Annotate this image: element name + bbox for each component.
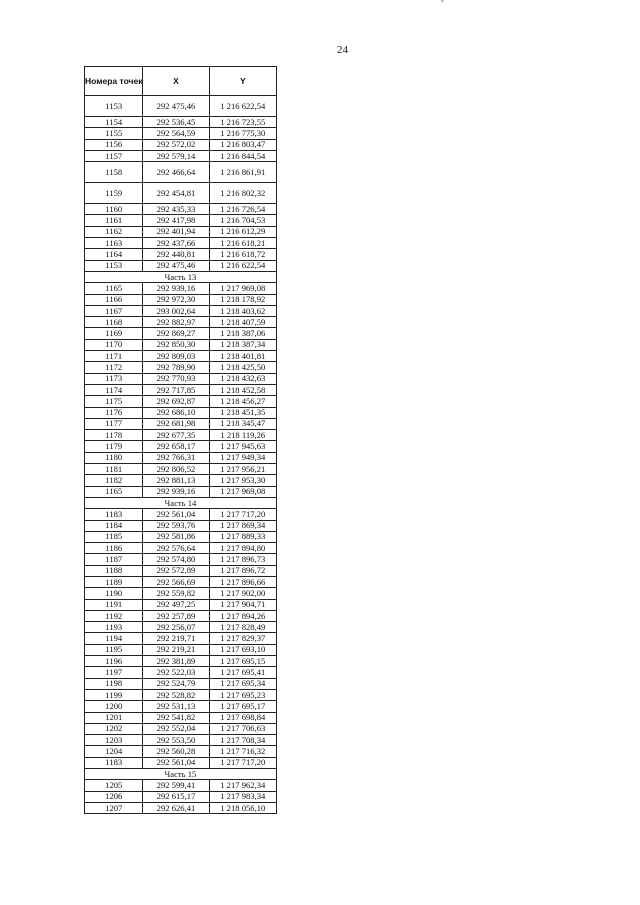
point-number-cell: 1188 (85, 565, 143, 576)
y-coordinate-cell: 1 218 456,27 (209, 396, 276, 407)
point-number-cell: 1196 (85, 656, 143, 667)
x-coordinate-cell: 292 939,16 (143, 283, 209, 294)
point-number-cell: 1204 (85, 746, 143, 757)
point-number-cell: 1201 (85, 712, 143, 723)
y-coordinate-cell: 1 216 612,29 (209, 226, 276, 237)
page-top-mark: ˇ (441, 0, 444, 8)
x-coordinate-cell: 292 522,03 (143, 667, 209, 678)
point-number-cell: 1195 (85, 644, 143, 655)
x-coordinate-cell: 292 381,89 (143, 656, 209, 667)
table-row (85, 757, 277, 768)
point-number-cell: 1182 (85, 475, 143, 486)
point-number-cell: 1198 (85, 678, 143, 689)
page-number: 24 (337, 44, 348, 56)
y-coordinate-cell: 1 218 403,62 (209, 305, 276, 316)
table-row (85, 543, 277, 554)
x-coordinate-cell: 292 541,82 (143, 712, 209, 723)
section-label: Часть 14 (85, 497, 277, 508)
x-coordinate-cell: 292 553,50 (143, 735, 209, 746)
y-coordinate-cell: 1 218 425,50 (209, 362, 276, 373)
x-coordinate-cell: 292 572,02 (143, 139, 209, 150)
y-coordinate-cell: 1 218 119,26 (209, 430, 276, 441)
y-coordinate-cell: 1 217 894,80 (209, 543, 276, 554)
x-coordinate-cell: 292 561,04 (143, 757, 209, 768)
y-coordinate-cell: 1 216 803,47 (209, 139, 276, 150)
point-number-cell: 1162 (85, 226, 143, 237)
table-row (85, 339, 277, 350)
point-number-cell: 1169 (85, 328, 143, 339)
x-coordinate-cell: 292 574,80 (143, 554, 209, 565)
y-coordinate-cell: 1 217 902,00 (209, 588, 276, 599)
y-coordinate-cell: 1 217 695,17 (209, 701, 276, 712)
point-number-cell: 1172 (85, 362, 143, 373)
point-number-cell: 1197 (85, 667, 143, 678)
table-row (85, 531, 277, 542)
x-coordinate-cell: 292 809,03 (143, 351, 209, 362)
x-coordinate-cell: 292 681,98 (143, 418, 209, 429)
y-coordinate-cell: 1 217 695,34 (209, 678, 276, 689)
y-coordinate-cell: 1 217 945,63 (209, 441, 276, 452)
table-row (85, 183, 277, 204)
section-row (85, 497, 277, 508)
point-number-cell: 1154 (85, 117, 143, 128)
point-number-cell: 1203 (85, 735, 143, 746)
point-number-cell: 1168 (85, 317, 143, 328)
point-number-cell: 1192 (85, 610, 143, 621)
table-row (85, 249, 277, 260)
x-coordinate-cell: 292 256,07 (143, 622, 209, 633)
x-coordinate-cell: 292 579,14 (143, 150, 209, 161)
point-number-cell: 1190 (85, 588, 143, 599)
table-row (85, 622, 277, 633)
x-coordinate-cell: 292 766,31 (143, 452, 209, 463)
point-number-cell: 1207 (85, 802, 143, 813)
table-row (85, 162, 277, 183)
table-row (85, 701, 277, 712)
table-row (85, 317, 277, 328)
point-number-cell: 1178 (85, 430, 143, 441)
y-coordinate-cell: 1 217 896,72 (209, 565, 276, 576)
x-coordinate-cell: 292 806,52 (143, 464, 209, 475)
x-coordinate-cell: 292 566,69 (143, 576, 209, 587)
table-row (85, 678, 277, 689)
x-coordinate-cell: 292 677,35 (143, 430, 209, 441)
header-point-numbers: Номера точек (85, 67, 143, 96)
point-number-cell: 1193 (85, 622, 143, 633)
point-number-cell: 1206 (85, 791, 143, 802)
table-row (85, 139, 277, 150)
table-row (85, 226, 277, 237)
table-row (85, 689, 277, 700)
y-coordinate-cell: 1 218 407,59 (209, 317, 276, 328)
point-number-cell: 1160 (85, 204, 143, 215)
table-row (85, 723, 277, 734)
x-coordinate-cell: 292 581,86 (143, 531, 209, 542)
point-number-cell: 1183 (85, 757, 143, 768)
y-coordinate-cell: 1 217 869,34 (209, 520, 276, 531)
point-number-cell: 1175 (85, 396, 143, 407)
y-coordinate-cell: 1 217 829,37 (209, 633, 276, 644)
table-row (85, 260, 277, 271)
point-number-cell: 1185 (85, 531, 143, 542)
table-row (85, 520, 277, 531)
x-coordinate-cell: 292 440,81 (143, 249, 209, 260)
y-coordinate-cell: 1 216 622,54 (209, 260, 276, 271)
y-coordinate-cell: 1 218 432,63 (209, 373, 276, 384)
table-row (85, 396, 277, 407)
point-number-cell: 1177 (85, 418, 143, 429)
y-coordinate-cell: 1 218 451,35 (209, 407, 276, 418)
x-coordinate-cell: 292 560,28 (143, 746, 209, 757)
x-coordinate-cell: 292 882,97 (143, 317, 209, 328)
table-row (85, 791, 277, 802)
x-coordinate-cell: 292 576,64 (143, 543, 209, 554)
x-coordinate-cell: 292 257,89 (143, 610, 209, 621)
y-coordinate-cell: 1 218 387,34 (209, 339, 276, 350)
x-coordinate-cell: 292 466,64 (143, 162, 209, 183)
y-coordinate-cell: 1 217 695,15 (209, 656, 276, 667)
header-y: Y (209, 67, 276, 96)
table-row (85, 464, 277, 475)
y-coordinate-cell: 1 216 622,54 (209, 96, 276, 117)
point-number-cell: 1173 (85, 373, 143, 384)
point-number-cell: 1187 (85, 554, 143, 565)
y-coordinate-cell: 1 217 969,08 (209, 283, 276, 294)
x-coordinate-cell: 292 615,17 (143, 791, 209, 802)
point-number-cell: 1180 (85, 452, 143, 463)
table-row (85, 128, 277, 139)
table-row (85, 328, 277, 339)
coordinates-table (84, 66, 277, 814)
y-coordinate-cell: 1 217 889,33 (209, 531, 276, 542)
x-coordinate-cell: 292 717,85 (143, 384, 209, 395)
table-row (85, 802, 277, 813)
table-row (85, 452, 277, 463)
y-coordinate-cell: 1 216 618,72 (209, 249, 276, 260)
x-coordinate-cell: 292 401,94 (143, 226, 209, 237)
x-coordinate-cell: 292 531,13 (143, 701, 209, 712)
y-coordinate-cell: 1 218 452,58 (209, 384, 276, 395)
y-coordinate-cell: 1 217 983,34 (209, 791, 276, 802)
y-coordinate-cell: 1 217 716,32 (209, 746, 276, 757)
point-number-cell: 1165 (85, 486, 143, 497)
table-row (85, 475, 277, 486)
point-number-cell: 1194 (85, 633, 143, 644)
y-coordinate-cell: 1 218 387,06 (209, 328, 276, 339)
table-row (85, 351, 277, 362)
y-coordinate-cell: 1 216 723,55 (209, 117, 276, 128)
point-number-cell: 1200 (85, 701, 143, 712)
table-row (85, 117, 277, 128)
y-coordinate-cell: 1 217 894,26 (209, 610, 276, 621)
table-row (85, 305, 277, 316)
x-coordinate-cell: 292 626,41 (143, 802, 209, 813)
y-coordinate-cell: 1 217 962,34 (209, 780, 276, 791)
table-row (85, 96, 277, 117)
point-number-cell: 1179 (85, 441, 143, 452)
y-coordinate-cell: 1 217 904,71 (209, 599, 276, 610)
x-coordinate-cell: 293 002,64 (143, 305, 209, 316)
y-coordinate-cell: 1 217 953,30 (209, 475, 276, 486)
point-number-cell: 1161 (85, 215, 143, 226)
y-coordinate-cell: 1 218 178,92 (209, 294, 276, 305)
table-row (85, 430, 277, 441)
x-coordinate-cell: 292 881,13 (143, 475, 209, 486)
x-coordinate-cell: 292 686,10 (143, 407, 209, 418)
y-coordinate-cell: 1 217 698,84 (209, 712, 276, 723)
point-number-cell: 1171 (85, 351, 143, 362)
point-number-cell: 1153 (85, 260, 143, 271)
y-coordinate-cell: 1 217 828,49 (209, 622, 276, 633)
table-row (85, 283, 277, 294)
point-number-cell: 1166 (85, 294, 143, 305)
y-coordinate-cell: 1 217 695,23 (209, 689, 276, 700)
table-row (85, 599, 277, 610)
table-row (85, 610, 277, 621)
table-row (85, 373, 277, 384)
table-row (85, 746, 277, 757)
point-number-cell: 1191 (85, 599, 143, 610)
y-coordinate-cell: 1 216 726,54 (209, 204, 276, 215)
table-row (85, 509, 277, 520)
y-coordinate-cell: 1 216 861,91 (209, 162, 276, 183)
point-number-cell: 1159 (85, 183, 143, 204)
point-number-cell: 1199 (85, 689, 143, 700)
point-number-cell: 1205 (85, 780, 143, 791)
table-row (85, 407, 277, 418)
x-coordinate-cell: 292 561,04 (143, 509, 209, 520)
table-row (85, 150, 277, 161)
y-coordinate-cell: 1 218 401,81 (209, 351, 276, 362)
y-coordinate-cell: 1 217 693,10 (209, 644, 276, 655)
point-number-cell: 1156 (85, 139, 143, 150)
x-coordinate-cell: 292 599,41 (143, 780, 209, 791)
x-coordinate-cell: 292 219,71 (143, 633, 209, 644)
y-coordinate-cell: 1 216 704,53 (209, 215, 276, 226)
table-body (85, 96, 277, 814)
table-row (85, 204, 277, 215)
y-coordinate-cell: 1 217 695,41 (209, 667, 276, 678)
point-number-cell: 1157 (85, 150, 143, 161)
table-row (85, 712, 277, 723)
table-row (85, 238, 277, 249)
point-number-cell: 1155 (85, 128, 143, 139)
table-row (85, 215, 277, 226)
point-number-cell: 1174 (85, 384, 143, 395)
x-coordinate-cell: 292 536,45 (143, 117, 209, 128)
x-coordinate-cell: 292 850,30 (143, 339, 209, 350)
y-coordinate-cell: 1 217 706,63 (209, 723, 276, 734)
table-row (85, 418, 277, 429)
section-label: Часть 13 (85, 271, 277, 282)
y-coordinate-cell: 1 217 949,34 (209, 452, 276, 463)
x-coordinate-cell: 292 692,87 (143, 396, 209, 407)
y-coordinate-cell: 1 217 969,08 (209, 486, 276, 497)
point-number-cell: 1158 (85, 162, 143, 183)
table-row (85, 735, 277, 746)
x-coordinate-cell: 292 528,82 (143, 689, 209, 700)
y-coordinate-cell: 1 216 844,54 (209, 150, 276, 161)
x-coordinate-cell: 292 770,93 (143, 373, 209, 384)
x-coordinate-cell: 292 437,66 (143, 238, 209, 249)
table-row (85, 633, 277, 644)
point-number-cell: 1153 (85, 96, 143, 117)
table-row (85, 780, 277, 791)
table-row (85, 667, 277, 678)
section-row (85, 271, 277, 282)
section-label: Часть 15 (85, 769, 277, 780)
x-coordinate-cell: 292 972,30 (143, 294, 209, 305)
x-coordinate-cell: 292 552,04 (143, 723, 209, 734)
point-number-cell: 1165 (85, 283, 143, 294)
x-coordinate-cell: 292 475,46 (143, 96, 209, 117)
x-coordinate-cell: 292 454,81 (143, 183, 209, 204)
table-row (85, 554, 277, 565)
x-coordinate-cell: 292 417,98 (143, 215, 209, 226)
point-number-cell: 1202 (85, 723, 143, 734)
point-number-cell: 1176 (85, 407, 143, 418)
y-coordinate-cell: 1 217 956,21 (209, 464, 276, 475)
y-coordinate-cell: 1 217 717,20 (209, 509, 276, 520)
y-coordinate-cell: 1 216 775,30 (209, 128, 276, 139)
table-row (85, 576, 277, 587)
point-number-cell: 1181 (85, 464, 143, 475)
point-number-cell: 1186 (85, 543, 143, 554)
table-row (85, 486, 277, 497)
point-number-cell: 1164 (85, 249, 143, 260)
point-number-cell: 1170 (85, 339, 143, 350)
table-row (85, 656, 277, 667)
point-number-cell: 1183 (85, 509, 143, 520)
y-coordinate-cell: 1 216 802,32 (209, 183, 276, 204)
y-coordinate-cell: 1 217 896,73 (209, 554, 276, 565)
x-coordinate-cell: 292 658,17 (143, 441, 209, 452)
x-coordinate-cell: 292 559,82 (143, 588, 209, 599)
x-coordinate-cell: 292 497,25 (143, 599, 209, 610)
x-coordinate-cell: 292 593,76 (143, 520, 209, 531)
x-coordinate-cell: 292 939,16 (143, 486, 209, 497)
x-coordinate-cell: 292 475,46 (143, 260, 209, 271)
point-number-cell: 1184 (85, 520, 143, 531)
table-row (85, 588, 277, 599)
x-coordinate-cell: 292 564,59 (143, 128, 209, 139)
point-number-cell: 1167 (85, 305, 143, 316)
header-x: X (143, 67, 209, 96)
table-header-row (85, 67, 277, 96)
table-row (85, 565, 277, 576)
section-row (85, 769, 277, 780)
x-coordinate-cell: 292 219,21 (143, 644, 209, 655)
table-row (85, 441, 277, 452)
table-row (85, 362, 277, 373)
y-coordinate-cell: 1 218 345,47 (209, 418, 276, 429)
y-coordinate-cell: 1 218 056,10 (209, 802, 276, 813)
point-number-cell: 1163 (85, 238, 143, 249)
y-coordinate-cell: 1 217 896,66 (209, 576, 276, 587)
table-row (85, 384, 277, 395)
x-coordinate-cell: 292 789,90 (143, 362, 209, 373)
x-coordinate-cell: 292 435,33 (143, 204, 209, 215)
x-coordinate-cell: 292 572,89 (143, 565, 209, 576)
x-coordinate-cell: 292 524,79 (143, 678, 209, 689)
y-coordinate-cell: 1 217 717,20 (209, 757, 276, 768)
y-coordinate-cell: 1 217 708,34 (209, 735, 276, 746)
y-coordinate-cell: 1 216 618,21 (209, 238, 276, 249)
point-number-cell: 1189 (85, 576, 143, 587)
table-row (85, 294, 277, 305)
x-coordinate-cell: 292 869,27 (143, 328, 209, 339)
table-row (85, 644, 277, 655)
